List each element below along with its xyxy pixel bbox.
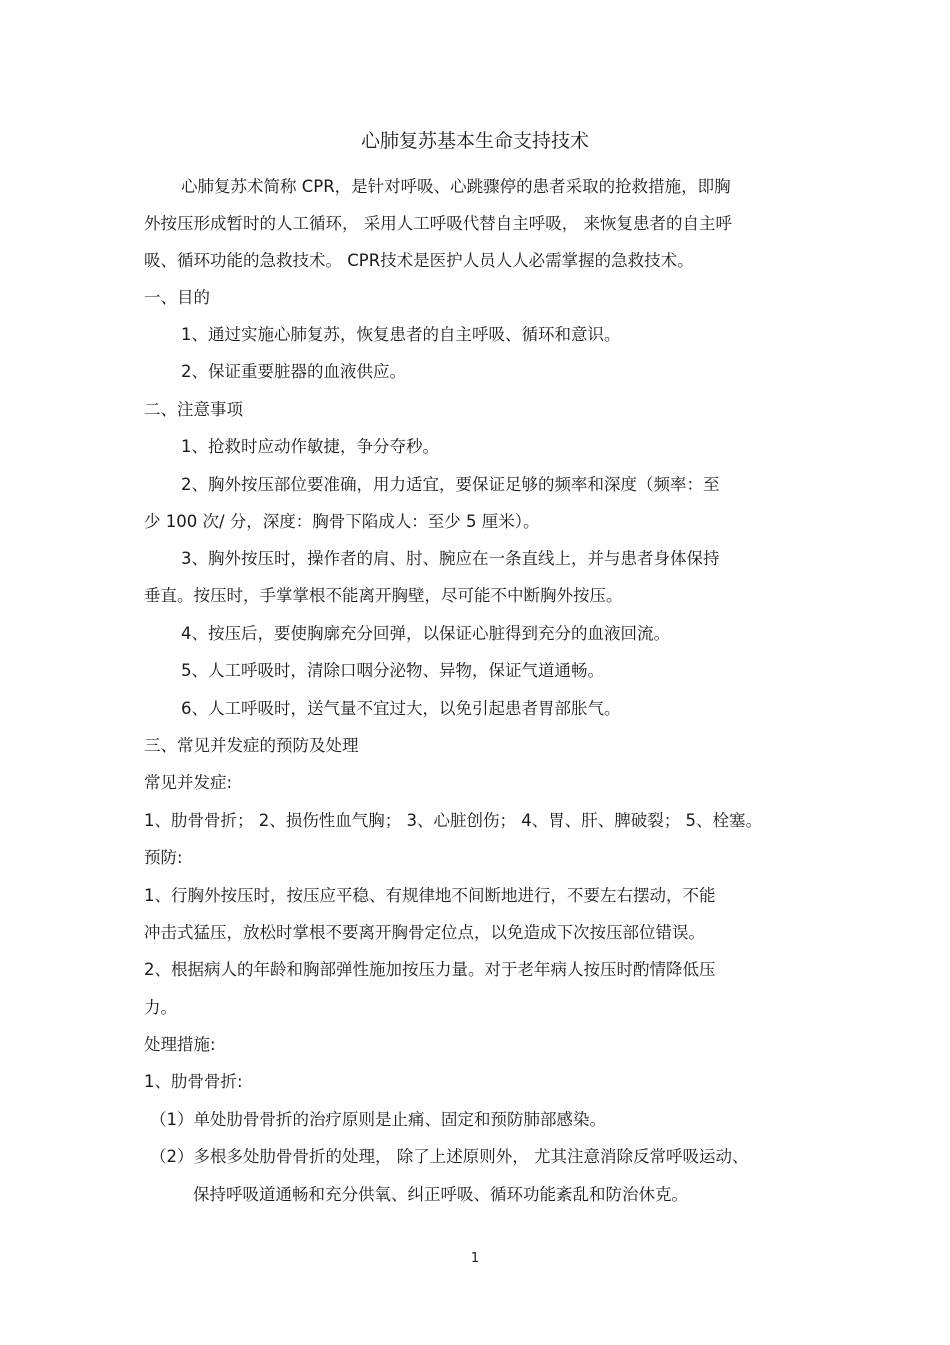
intro-line-3: 吸、循环功能的急救技术。 CPR技术是医护人员人人必需掌握的急救技术。 [144, 251, 694, 270]
complications-list: 1、肋骨骨折； 2、损伤性血气胸； 3、心脏创伤； 4、胃、肝、脾破裂； 5、栓塞。 [144, 811, 762, 830]
treatment-item-1: （1）单处肋骨骨折的治疗原则是止痛、固定和预防肺部感染。 [150, 1110, 606, 1129]
section-heading-purpose: 一、目的 [144, 288, 210, 307]
precaution-item-3-cont: 垂直。按压时，手掌掌根不能离开胸壁，尽可能不中断胸外按压。 [144, 586, 623, 605]
page-number: 1 [470, 1251, 480, 1266]
prevention-label: 预防: [144, 848, 183, 867]
purpose-item-1: 1、通过实施心肺复苏，恢复患者的自主呼吸、循环和意识。 [181, 325, 621, 344]
precaution-item-2: 2、胸外按压部位要准确，用力适宜，要保证足够的频率和深度（频率：至 [181, 475, 720, 494]
prevention-item-1: 1、行胸外按压时，按压应平稳、有规律地不间断地进行，不要左右摆动，不能 [144, 886, 716, 905]
treatment-item-2-cont: 保持呼吸道通畅和充分供氧、纠正呼吸、循环功能紊乱和防治休克。 [193, 1185, 688, 1204]
precaution-item-4: 4、按压后，要使胸廓充分回弹，以保证心脏得到充分的血液回流。 [181, 624, 670, 643]
precaution-item-1: 1、抢救时应动作敏捷，争分夺秒。 [181, 437, 439, 456]
precaution-item-2-cont: 少 100 次/ 分，深度：胸骨下陷成人：至少 5 厘米）。 [144, 512, 540, 531]
treatment-label: 处理措施: [144, 1035, 216, 1054]
precaution-item-5: 5、人工呼吸时，清除口咽分泌物、异物，保证气道通畅。 [181, 661, 604, 680]
intro-line-1: 心肺复苏术简称 CPR，是针对呼吸、心跳骤停的患者采取的抢救措施，即胸 [181, 177, 731, 196]
document-title: 心肺复苏基本生命支持技术 [360, 130, 589, 152]
treatment-item-2: （2）多根多处肋骨骨折的处理， 除了上述原则外， 尤其注意消除反常呼吸运动、 [150, 1147, 749, 1166]
precaution-item-6: 6、人工呼吸时，送气量不宜过大，以免引起患者胃部胀气。 [181, 699, 621, 718]
section-heading-complications: 三、常见并发症的预防及处理 [144, 736, 359, 755]
complications-label: 常见并发症: [144, 773, 233, 792]
treatment-rib-fracture: 1、肋骨骨折: [144, 1072, 243, 1091]
intro-line-2: 外按压形成暂时的人工循环， 采用人工呼吸代替自主呼吸， 来恢复患者的自主呼 [144, 214, 732, 233]
prevention-item-2: 2、根据病人的年龄和胸部弹性施加按压力量。对于老年病人按压时酌情降低压 [144, 960, 716, 979]
prevention-item-1-cont: 冲击式猛压，放松时掌根不要离开胸骨定位点，以免造成下次按压部位错误。 [144, 923, 705, 942]
prevention-item-2-cont: 力。 [144, 998, 177, 1017]
precaution-item-3: 3、胸外按压时，操作者的肩、肘、腕应在一条直线上，并与患者身体保持 [181, 549, 720, 568]
purpose-item-2: 2、保证重要脏器的血液供应。 [181, 362, 406, 381]
section-heading-precautions: 二、注意事项 [144, 400, 243, 419]
